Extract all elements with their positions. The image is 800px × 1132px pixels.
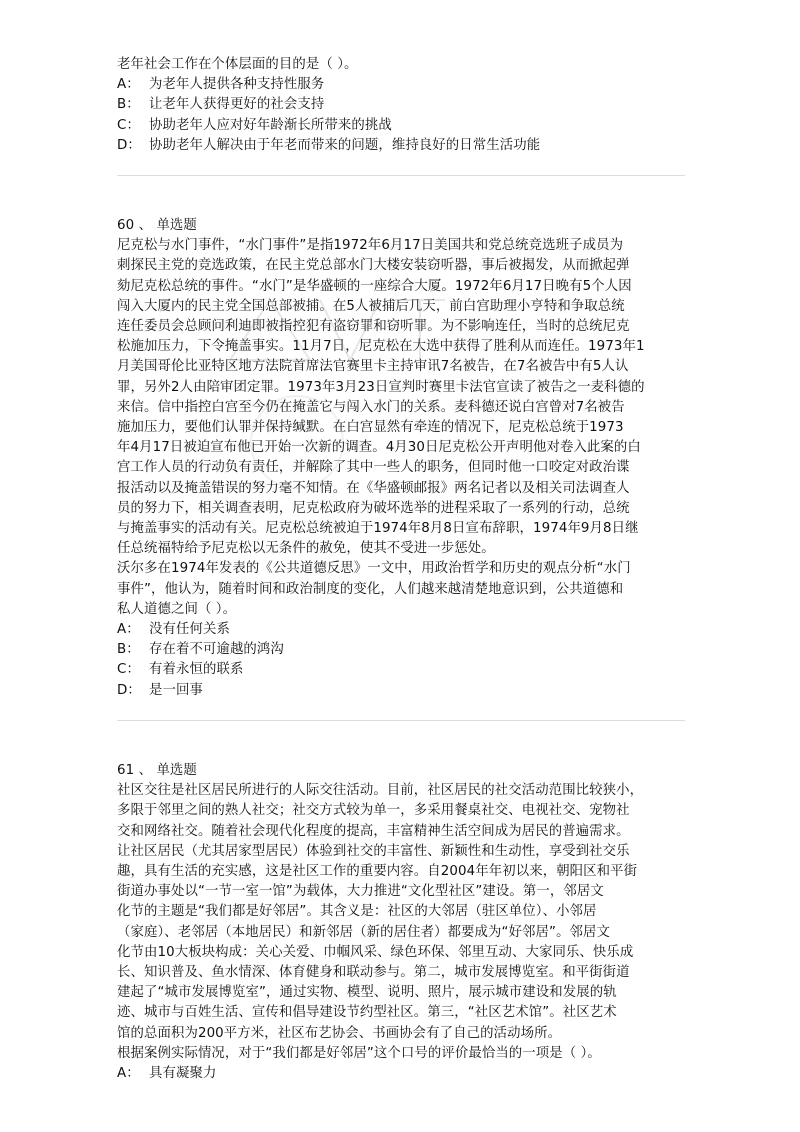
passage-line: 交和网络社交。随着社会现代化程度的提高，丰富精神生活空间成为居民的普遍需求。	[117, 823, 630, 839]
passage-line: 松施加压力，下令掩盖事实。11月7日，尼克松在大选中获得了胜利从而连任。1973年1	[117, 339, 645, 355]
passage-line: 闯入大厦内的民主党全国总部被捕。在5人被捕后几天，前白宫助理小亨特和争取总统	[117, 298, 625, 314]
option-key: B：	[117, 642, 140, 658]
passage-line: 馆的总面积为200平方米，社区布艺协会、书画协会有了自己的活动场所。	[117, 1025, 562, 1041]
question-passage	[117, 781, 687, 1064]
passage-line: 趣，具有生活的充实感，这是社区工作的重要内容。自2004年年初以来，朝阳区和平街	[117, 863, 638, 879]
question-60	[117, 216, 687, 701]
passage-line: 劾尼克松总统的事件。“水门”是华盛顿的一座综合大厦。1972年6月17日晚有5个人因	[117, 278, 632, 294]
option-c[interactable]	[117, 660, 687, 680]
option-text: 协助老年人应对好年龄渐长所带来的挑战	[149, 117, 392, 133]
question-header: 60 、 单选题	[117, 218, 197, 234]
option-a[interactable]	[117, 75, 687, 95]
option-text: 为老年人提供各种支持性服务	[149, 77, 325, 93]
option-a[interactable]	[117, 620, 687, 640]
option-text: 没有任何关系	[149, 622, 230, 638]
option-c[interactable]	[117, 116, 687, 136]
passage-line: 私人道德之间（ ）。	[117, 601, 237, 617]
passage-line: （家庭）、老邻居（本地居民）和新邻居（新的居住者）都要成为“好邻居”。邻居文	[117, 924, 611, 940]
option-text: 让老年人获得更好的社会支持	[149, 97, 325, 113]
passage-line: 化节的主题是“我们都是好邻居”。其含义是：社区的大邻居（驻区单位）、小邻居	[117, 904, 597, 920]
option-a[interactable]	[117, 1064, 687, 1084]
passage-line: 来信。信中指控白宫至今仍在掩盖它与闯入水门的关系。麦科德还说白宫曾对7名被告	[117, 399, 625, 415]
passage-line: 年4月17日被迫宣布他已开始一次新的调查。4月30日尼克松公开声明他对卷入此案的白	[117, 440, 641, 456]
option-key: C：	[117, 117, 140, 133]
passage-line: 街道办事处以“一节一室一馆”为载体，大力推进“文化型社区”建设。第一，邻居文	[117, 884, 604, 900]
option-key: A：	[117, 1065, 140, 1081]
option-text: 具有凝聚力	[149, 1065, 217, 1081]
option-key: D：	[117, 682, 141, 698]
question-passage	[117, 236, 687, 620]
option-key: A：	[117, 622, 140, 638]
passage-line: 刺探民主党的竞选政策，在民主党总部水门大楼安装窃听器，事后被揭发，从而掀起弹	[117, 258, 630, 274]
passage-line: 化节由10大板块构成：关心关爱、巾帼风采、绿色环保、邻里互动、大家同乐、快乐成	[117, 944, 634, 960]
passage-line: 宫工作人员的行动负有责任，并解除了其中一些人的职务，但同时他一口咬定对政治谍	[117, 460, 630, 476]
passage-line: 月美国哥伦比亚特区地方法院首席法官赛里卡主持审讯7名被告，在7名被告中有5人认	[117, 359, 629, 375]
option-text: 协助老年人解决由于年老而带来的问题，维持良好的日常生活功能	[149, 137, 541, 153]
question-stem: 老年社会工作在个体层面的目的是（ ）。	[117, 57, 358, 72]
option-d[interactable]	[117, 136, 687, 156]
passage-line: 建起了“城市发展博览室”，通过实物、模型、说明、照片，展示城市建设和发展的轨	[117, 985, 617, 1001]
option-b[interactable]	[117, 95, 687, 115]
option-key: C：	[117, 662, 140, 678]
passage-line: 根据案例实际情况，对于“我们都是好邻居”这个口号的评价最恰当的一项是（ ）。	[117, 1045, 601, 1061]
question-header: 61 、 单选题	[117, 762, 197, 778]
passage-line: 罪，另外2人由陪审团定罪。1973年3月23日宣判时赛里卡法官宣读了被告之一麦科德的	[117, 379, 645, 395]
exam-page	[117, 55, 687, 1084]
passage-line: 施加压力，要他们认罪并保持缄默。在白宫显然有牵连的情况下，尼克松总统于1973	[117, 420, 624, 436]
passage-line: 与掩盖事实的活动有关。尼克松总统被迫于1974年8月8日宣布辞职，1974年9月8日继	[117, 521, 639, 537]
option-b[interactable]	[117, 640, 687, 660]
passage-line: 事件”，他认为，随着时间和政治制度的变化，人们越来越清楚地意识到，公共道德和	[117, 581, 624, 597]
passage-line: 任总统福特给予尼克松以无条件的赦免，使其不受进一步惩处。	[117, 541, 495, 557]
option-key: D：	[117, 137, 141, 153]
passage-line: 报活动以及掩盖错误的努力毫不知情。在《华盛顿邮报》两名记者以及相关司法调查人	[117, 480, 630, 496]
option-key: A：	[117, 77, 140, 93]
passage-line: 社区交往是社区居民所进行的人际交往活动。目前，社区居民的社交活动范围比较狭小，	[117, 783, 644, 799]
question-61	[117, 761, 687, 1084]
option-text: 是一回事	[149, 682, 203, 698]
passage-line: 让社区居民（尤其居家型居民）体验到社交的丰富性、新颖性和生动性，享受到社交乐	[117, 843, 630, 859]
passage-line: 连任委员会总顾问利迪即被指控犯有盗窃罪和窃听罪。为不影响连任，当时的总统尼克	[117, 319, 630, 335]
option-text: 有着永恒的联系	[149, 662, 244, 678]
option-key: B：	[117, 97, 140, 113]
passage-line: 多限于邻里之间的熟人社交；社交方式较为单一，多采用餐桌社交、电视社交、宠物社	[117, 803, 630, 819]
passage-line: 沃尔多在1974年发表的《公共道德反思》一文中，用政治哲学和历史的观点分析“水门	[117, 561, 631, 577]
passage-line: 迹、城市与百姓生活、宣传和倡导建设节约型社区。第三，“社区艺术馆”。社区艺术	[117, 1005, 617, 1021]
option-d[interactable]	[117, 681, 687, 701]
question-59	[117, 55, 687, 156]
passage-line: 尼克松与水门事件，“水门事件”是指1972年6月17日美国共和党总统竞选班子成员为	[117, 238, 624, 254]
passage-line: 长、知识普及、鱼水情深、体育健身和联动参与。第二，城市发展博览室。和平街街道	[117, 964, 630, 980]
passage-line: 员的努力下，相关调查表明，尼克松政府为破坏选举的进程采取了一系列的行动，总统	[117, 500, 630, 516]
option-text: 存在着不可逾越的鸿沟	[149, 642, 284, 658]
